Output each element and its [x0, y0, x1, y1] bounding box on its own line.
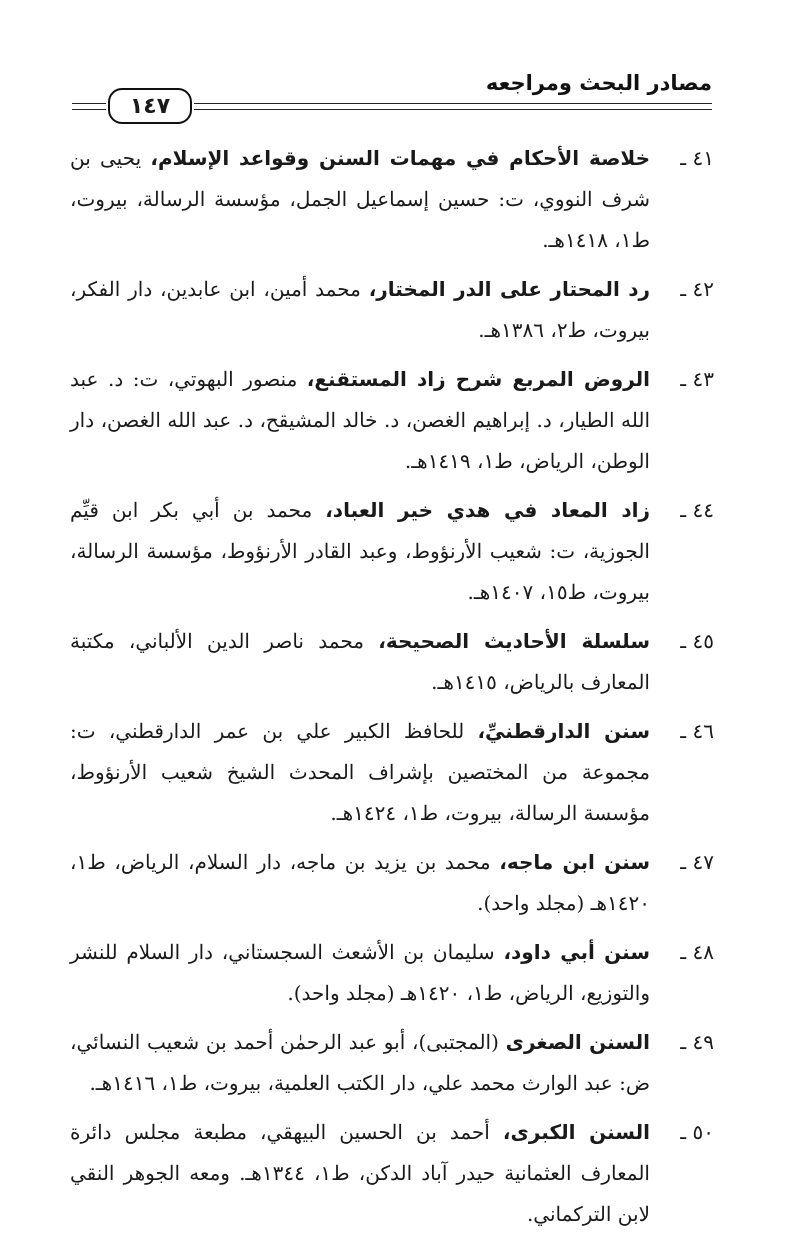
header-rule — [72, 103, 106, 104]
page-header — [62, 68, 712, 128]
entry-title: خلاصة الأحكام في مهمات السنن وقواعد الإسلام، — [150, 146, 650, 170]
entry-number: ٥٠ ـ — [680, 1120, 714, 1144]
entry-title: السنن الكبرى، — [502, 1120, 650, 1144]
entry-number: ٤٨ ـ — [680, 940, 714, 964]
entry-title: سنن ابن ماجه، — [499, 850, 650, 874]
bibliography-entry — [70, 1022, 714, 1104]
header-rule — [72, 109, 106, 110]
bibliography-entry — [70, 621, 714, 703]
entry-details: محمد أمين، ابن عابدين، دار الفكر، بيروت، ط٢، ١٣٨٦هـ. — [70, 277, 650, 342]
header-rule — [194, 109, 712, 110]
entry-number: ٤٤ ـ — [680, 498, 714, 522]
bibliography-list — [70, 138, 714, 1243]
bibliography-entry — [70, 711, 714, 834]
entry-number: ٤٣ ـ — [680, 367, 714, 391]
entry-title: سلسلة الأحاديث الصحيحة، — [378, 629, 650, 653]
entry-details: للحافظ الكبير علي بن عمر الدارقطني، ت: مجموعة من المختصين بإشراف المحدث الشيخ شعيب الأرنؤوط، مؤسسة الرسالة، بيروت، ط١، ١٤٢٤هـ. — [70, 719, 650, 825]
page-number: ١٤٧ — [108, 88, 192, 124]
entry-title: الروض المربع شرح زاد المستقنع، — [306, 367, 650, 391]
entry-title: زاد المعاد في هدي خير العباد، — [325, 498, 651, 522]
running-title: مصادر البحث ومراجعه — [485, 71, 712, 95]
entry-number: ٤١ ـ — [680, 146, 714, 170]
entry-details: سليمان بن الأشعث السجستاني، دار السلام للنشر والتوزيع، الرياض، ط١، ١٤٢٠هـ (مجلد واحد). — [70, 940, 650, 1005]
entry-number: ٤٩ ـ — [680, 1030, 714, 1054]
entry-details: أحمد بن الحسين البيهقي، مطبعة مجلس دائرة المعارف العثمانية حيدر آباد الدكن، ط١، ١٣٤٤هـ. ومعه الجوهر النقي لابن التركماني. — [70, 1120, 650, 1226]
bibliography-entry — [70, 932, 714, 1014]
bibliography-entry — [70, 1112, 714, 1235]
entry-title: سنن أبي داود، — [503, 940, 650, 964]
entry-title: رد المحتار على الدر المختار، — [368, 277, 650, 301]
entry-details: محمد بن أبي بكر ابن قيِّم الجوزية، ت: شعيب الأرنؤوط، وعبد القادر الأرنؤوط، مؤسسة الرسالة، بيروت، ط١٥، ١٤٠٧هـ. — [70, 498, 650, 604]
bibliography-entry — [70, 842, 714, 924]
bibliography-entry — [70, 138, 714, 261]
entry-number: ٤٧ ـ — [680, 850, 714, 874]
entry-details: محمد ناصر الدين الألباني، مكتبة المعارف بالرياض، ١٤١٥هـ. — [70, 629, 650, 694]
entry-number: ٤٥ ـ — [680, 629, 714, 653]
header-rule — [194, 103, 712, 104]
entry-details: محمد بن يزيد بن ماجه، دار السلام، الرياض، ط١، ١٤٢٠هـ (مجلد واحد). — [70, 850, 650, 915]
entry-title: السنن الصغرى — [505, 1030, 650, 1054]
entry-number: ٤٦ ـ — [680, 719, 714, 743]
bibliography-entry — [70, 269, 714, 351]
entry-number: ٤٢ ـ — [680, 277, 714, 301]
entry-details: يحيى بن شرف النووي، ت: حسين إسماعيل الجمل، مؤسسة الرسالة، بيروت، ط١، ١٤١٨هـ. — [70, 146, 650, 252]
entry-details: (المجتبى)، أبو عبد الرحمٰن أحمد بن شعيب النسائي، ض: عبد الوارث محمد علي، دار الكتب العلمية، بيروت، ط١، ١٤١٦هـ. — [70, 1030, 650, 1095]
entry-details: منصور البهوتي، ت: د. عبد الله الطيار، د. إبراهيم الغصن، د. خالد المشيقح، د. عبد الله الغصن، دار الوطن، الرياض، ط١، ١٤١٩هـ. — [70, 367, 650, 473]
bibliography-entry — [70, 359, 714, 482]
entry-title: سنن الدارقطنيِّ، — [477, 719, 651, 743]
bibliography-entry — [70, 490, 714, 613]
